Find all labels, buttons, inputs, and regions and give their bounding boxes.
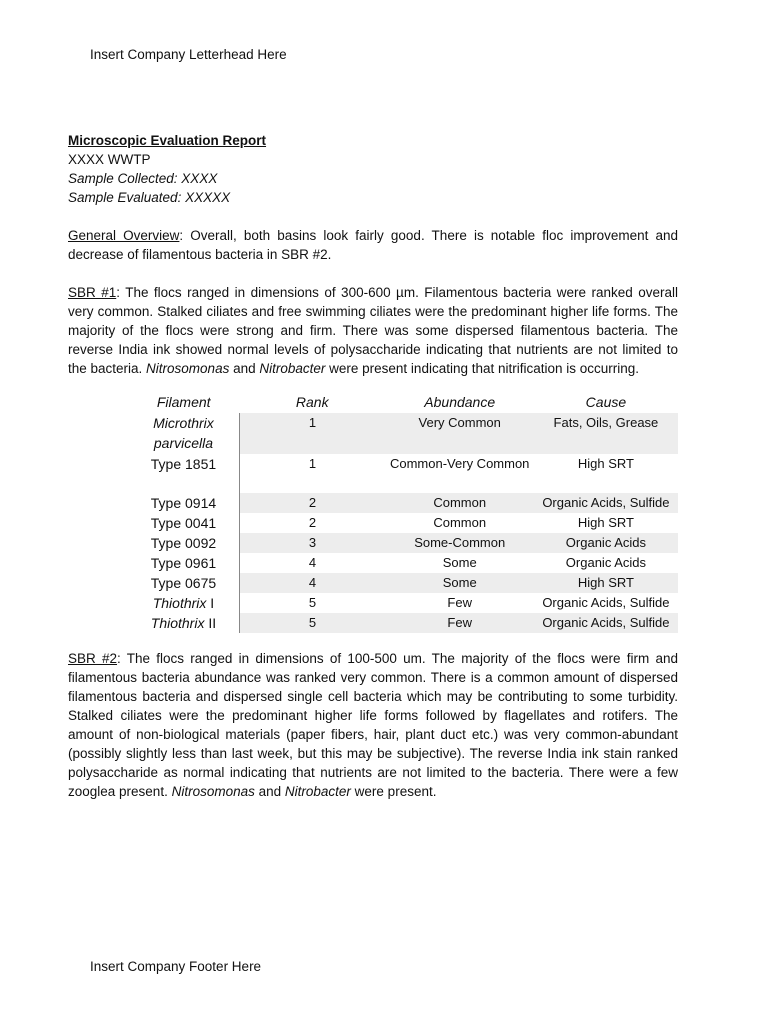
filament-cell: Type 0041	[150, 515, 217, 531]
sbr2-text: : The flocs ranged in dimensions of 100-500 um. The majority of the flocs were firm and filamentous bacteria abundance was ranked very common. There is a common amount of dispersed filamentous bacteria and dispersed single cell bacteria which may be contributing to some turbidity. Stalked ciliates were the predominant higher life forms followed by flagellates and rotifers. The amount of non-biological materials (paper fibers, hair, plant duct etc.) was very common-abundant (possibly slightly less than last week, but this may be subjective). The reverse India ink stain ranked polysaccharide as normal indicating that nutrients are not limited to the bacteria. There were a few zooglea present.	[68, 651, 678, 799]
sbr1-tail: were present indicating that nitrification is occurring.	[325, 361, 640, 376]
table-row	[128, 533, 678, 553]
sbr1-text: : The flocs ranged in dimensions of 300-600 µm. Filamentous bacteria were ranked overall very common. Stalked ciliates and free swimming ciliates were the predominant higher life forms. The majority of the flocs were strong and firm. There was some dispersed filamentous bacteria. The reverse India ink showed normal levels of polysaccharide indicating that nutrients are not limited to the bacteria.	[68, 285, 678, 376]
sbr1-label: SBR #1	[68, 285, 117, 300]
sbr1-paragraph	[68, 283, 678, 378]
filament-cell: Type 0914	[150, 495, 217, 511]
header-rank: Rank	[295, 394, 329, 410]
table-row	[128, 573, 678, 593]
abundance-cell: Very Common	[385, 413, 534, 454]
abundance-cell: Few	[385, 613, 534, 633]
cause-cell: Fats, Oils, Grease	[534, 413, 677, 454]
cause-cell: Organic Acids, Sulfide	[534, 613, 677, 633]
sbr1-organism-2: Nitrobacter	[259, 361, 326, 376]
filament-cell: Microthrix parvicella	[153, 415, 214, 451]
table-row	[128, 593, 678, 613]
abundance-cell: Common	[433, 515, 487, 530]
cause-cell: Organic Acids	[534, 533, 677, 553]
sbr2-label: SBR #2	[68, 651, 118, 666]
rank-cell: 1	[239, 413, 385, 454]
report-body	[68, 131, 678, 801]
cause-cell: Organic Acids	[565, 555, 646, 570]
table-row	[128, 553, 678, 573]
cause-cell: Organic Acids, Sulfide	[542, 595, 670, 610]
abundance-cell: Some-Common	[385, 533, 534, 553]
abundance-cell: Some	[442, 555, 477, 570]
filament-cell: Type 1851	[150, 456, 217, 472]
rank-cell: 3	[239, 533, 385, 553]
rank-cell: 5	[239, 613, 385, 633]
sbr2-organism-1: Nitrosomonas	[171, 784, 255, 799]
header-cause: Cause	[585, 394, 627, 410]
header-abundance: Abundance	[424, 394, 496, 410]
rank-cell: 4	[239, 553, 385, 573]
table-row	[128, 513, 678, 533]
table-row	[128, 413, 678, 454]
rank-cell: 4	[239, 573, 385, 593]
filament-cell: Type 0092	[150, 535, 217, 551]
sbr1-and: and	[229, 361, 260, 376]
report-title: Microscopic Evaluation Report	[68, 133, 267, 148]
general-overview-text: : Overall, both basins look fairly good. There is notable floc improvement and decrease of filamentous bacteria in SBR #2.	[68, 228, 678, 262]
cause-cell: Organic Acids, Sulfide	[534, 493, 677, 513]
cause-cell: High SRT	[534, 573, 677, 593]
sbr2-tail: were present.	[350, 784, 437, 799]
facility-name: XXXX WWTP	[68, 152, 151, 167]
header-filament: Filament	[156, 394, 211, 410]
sbr2-and: and	[254, 784, 285, 799]
abundance-cell: Common-Very Common	[389, 456, 530, 471]
rank-cell: 2	[239, 493, 385, 513]
filament-cell: Type 0961	[150, 555, 217, 571]
letterhead-placeholder: Insert Company Letterhead Here	[90, 47, 287, 62]
abundance-cell: Common	[385, 493, 534, 513]
cause-cell: High SRT	[577, 456, 634, 471]
filament-table	[128, 393, 678, 633]
table-row	[128, 613, 678, 633]
rank-cell: 2	[239, 513, 385, 533]
filament-cell: Thiothrix II	[150, 615, 217, 631]
sbr2-organism-2: Nitrobacter	[284, 784, 351, 799]
rank-cell: 5	[239, 593, 385, 613]
abundance-cell: Few	[447, 595, 472, 610]
filament-cell: Type 0675	[150, 575, 217, 591]
general-overview-paragraph	[68, 226, 678, 264]
table-header-row	[128, 393, 678, 413]
table-row	[128, 454, 678, 493]
abundance-cell: Some	[385, 573, 534, 593]
table-row	[128, 493, 678, 513]
filament-cell: Thiothrix I	[152, 595, 215, 611]
cause-cell: High SRT	[577, 515, 634, 530]
footer-placeholder: Insert Company Footer Here	[90, 959, 262, 974]
sample-collected: Sample Collected: XXXX	[68, 171, 218, 186]
sample-evaluated: Sample Evaluated: XXXXX	[68, 190, 231, 205]
sbr2-paragraph	[68, 649, 678, 801]
sbr1-organism-1: Nitrosomonas	[146, 361, 230, 376]
rank-cell: 1	[239, 454, 385, 493]
general-overview-label: General Overview	[68, 228, 180, 243]
